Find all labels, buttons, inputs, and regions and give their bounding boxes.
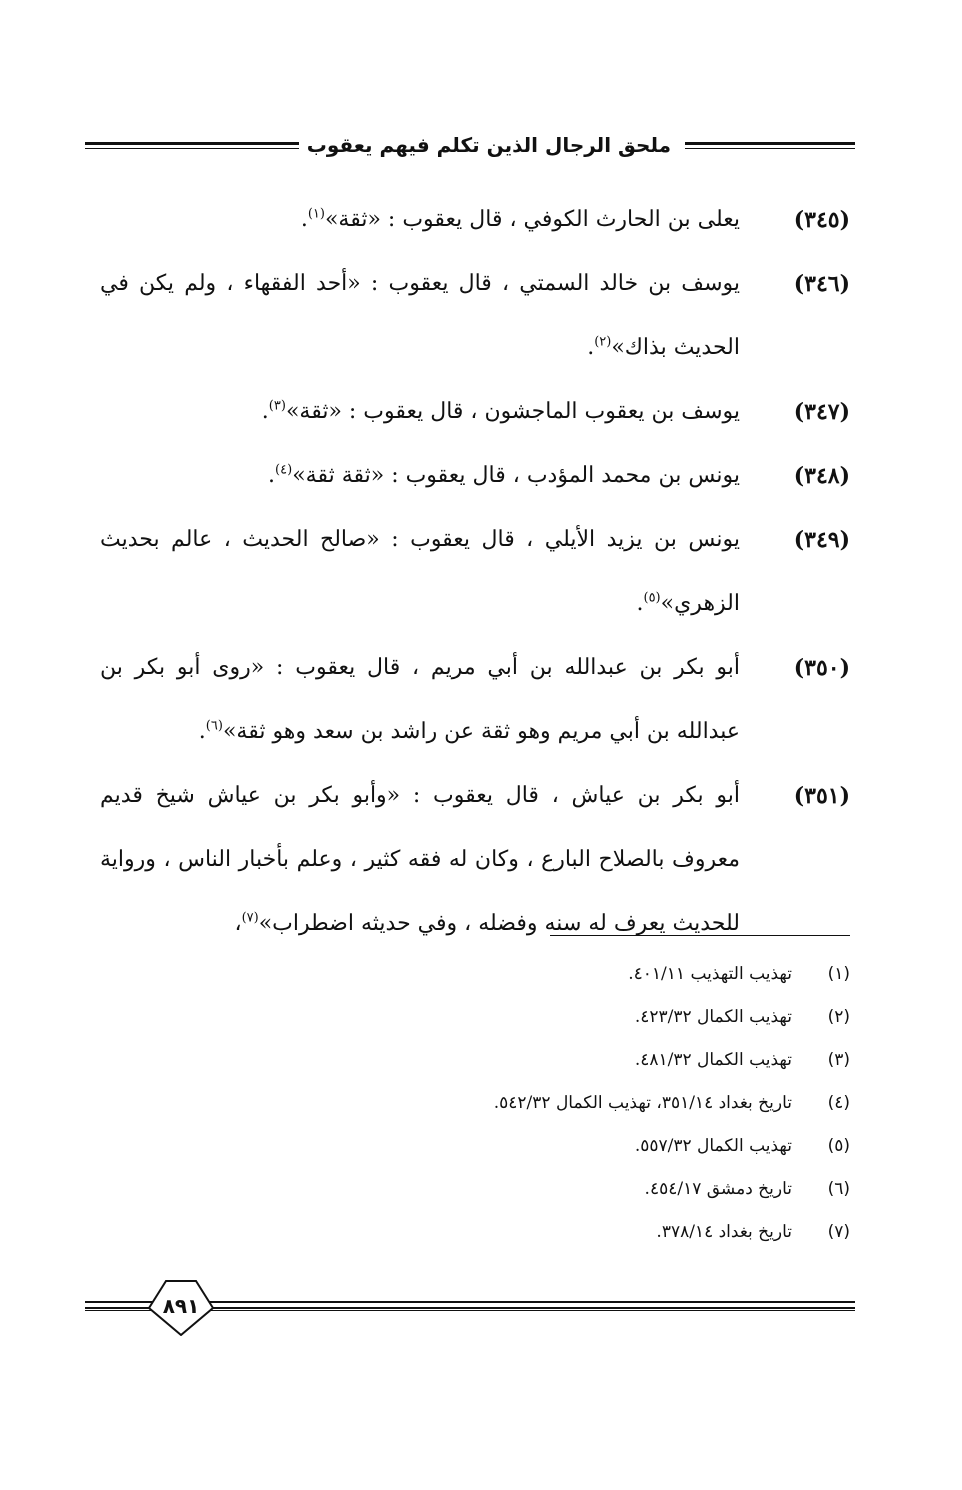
page-footer [85,1280,855,1340]
footnote-text: تاريخ دمشق ٤٥٤/١٧. [644,1179,792,1199]
footnote-text: تهذيب التهذيب ٤٠١/١١. [628,964,792,984]
footnote-text: تهذيب الكمال ٤٨١/٣٢. [634,1050,792,1070]
footnote-text: تاريخ بغداد ٣٥١/١٤، تهذيب الكمال ٥٤٢/٣٢. [493,1093,792,1113]
footnotes-list [250,953,850,1254]
header-rule-right [685,142,855,149]
footnote-7 [250,1211,850,1254]
entry-text: يعلى بن الحارث الكوفي ، قال يعقوب : «ثقة» [324,207,740,232]
entry-text: يونس بن محمد المؤدب ، قال يعقوب : «ثقة ثقة» [292,463,740,488]
entry-345 [100,188,850,252]
entry-text: يوسف بن يعقوب الماجشون ، قال يعقوب : «ثقة» [285,399,740,424]
entry-350 [100,636,850,764]
header-title: ملحق الرجال الذين تكلم فيهم يعقوب [299,132,679,158]
entry-348 [100,444,850,508]
footnote-number: (٤) [827,1093,850,1113]
footnote-number: (١) [827,964,850,984]
footnote-ref: (٧) [241,910,259,926]
entry-text: يوسف بن خالد السمتي ، قال يعقوب : «أحد الفقهاء ، ولم يكن في الحديث بذاك» [100,271,740,360]
footnote-ref: (٢) [594,334,612,350]
footnote-3 [250,1039,850,1082]
footnote-number: (٦) [827,1179,850,1199]
entry-351 [100,764,850,956]
entry-number: (٣٥١) [793,783,850,809]
footnote-number: (٣) [827,1050,850,1070]
entry-346 [100,252,850,380]
entry-text: يونس بن يزيد الأيلي ، قال يعقوب : «صالح الحديث ، عالم بحديث الزهري» [100,527,740,616]
entry-number: (٣٤٥) [793,207,850,233]
entry-number: (٣٤٧) [793,399,850,425]
entry-tail: . [268,463,276,488]
entry-349 [100,508,850,636]
page-number: ٨٩١ [162,1294,200,1318]
footnote-text: تاريخ بغداد ٣٧٨/١٤. [656,1222,792,1242]
entry-tail: . [261,399,269,424]
footnote-ref: (٦) [205,718,223,734]
entry-number: (٣٤٦) [793,271,850,297]
entry-number: (٣٤٨) [793,463,850,489]
footnote-6 [250,1168,850,1211]
entry-tail: . [300,207,308,232]
entry-number: (٣٤٩) [793,527,850,553]
footnote-number: (٥) [827,1136,850,1156]
entry-tail: . [636,591,644,616]
footnote-number: (٢) [827,1007,850,1027]
footnote-text: تهذيب الكمال ٥٥٧/٣٢. [634,1136,792,1156]
entry-text: أبو بكر بن عبدالله بن أبي مريم ، قال يعقوب : «روى أبو بكر بن عبدالله بن أبي مريم وهو ثقة عن راشد بن سعد وهو ثقة» [100,655,740,744]
footnote-number: (٧) [827,1222,850,1242]
entries-list [100,188,850,956]
footnote-ref: (٣) [268,398,286,414]
entry-tail: . [587,335,595,360]
entry-number: (٣٥٠) [793,655,850,681]
footnote-ref: (٤) [275,462,293,478]
entry-text: أبو بكر بن عياش ، قال يعقوب : «وأبو بكر بن عياش شيخ قديم معروف بالصلاح البارع ، وكان له فقه كثير ، وعلم بأخبار الناس ، ورواية للحديث يعرف له سنه وفضله ، وفي حديثه اضطراب» [100,783,740,936]
footnote-ref: (٥) [643,590,661,606]
footnote-ref: (١) [307,206,325,222]
entry-tail: . [198,719,206,744]
footnote-text: تهذيب الكمال ٤٢٣/٣٢. [634,1007,792,1027]
entry-347 [100,380,850,444]
footnote-2 [250,996,850,1039]
running-header [85,128,855,164]
entry-tail: ، [234,911,242,936]
footnote-4 [250,1082,850,1125]
footnote-separator [550,935,850,936]
footnote-5 [250,1125,850,1168]
footnote-1 [250,953,850,996]
